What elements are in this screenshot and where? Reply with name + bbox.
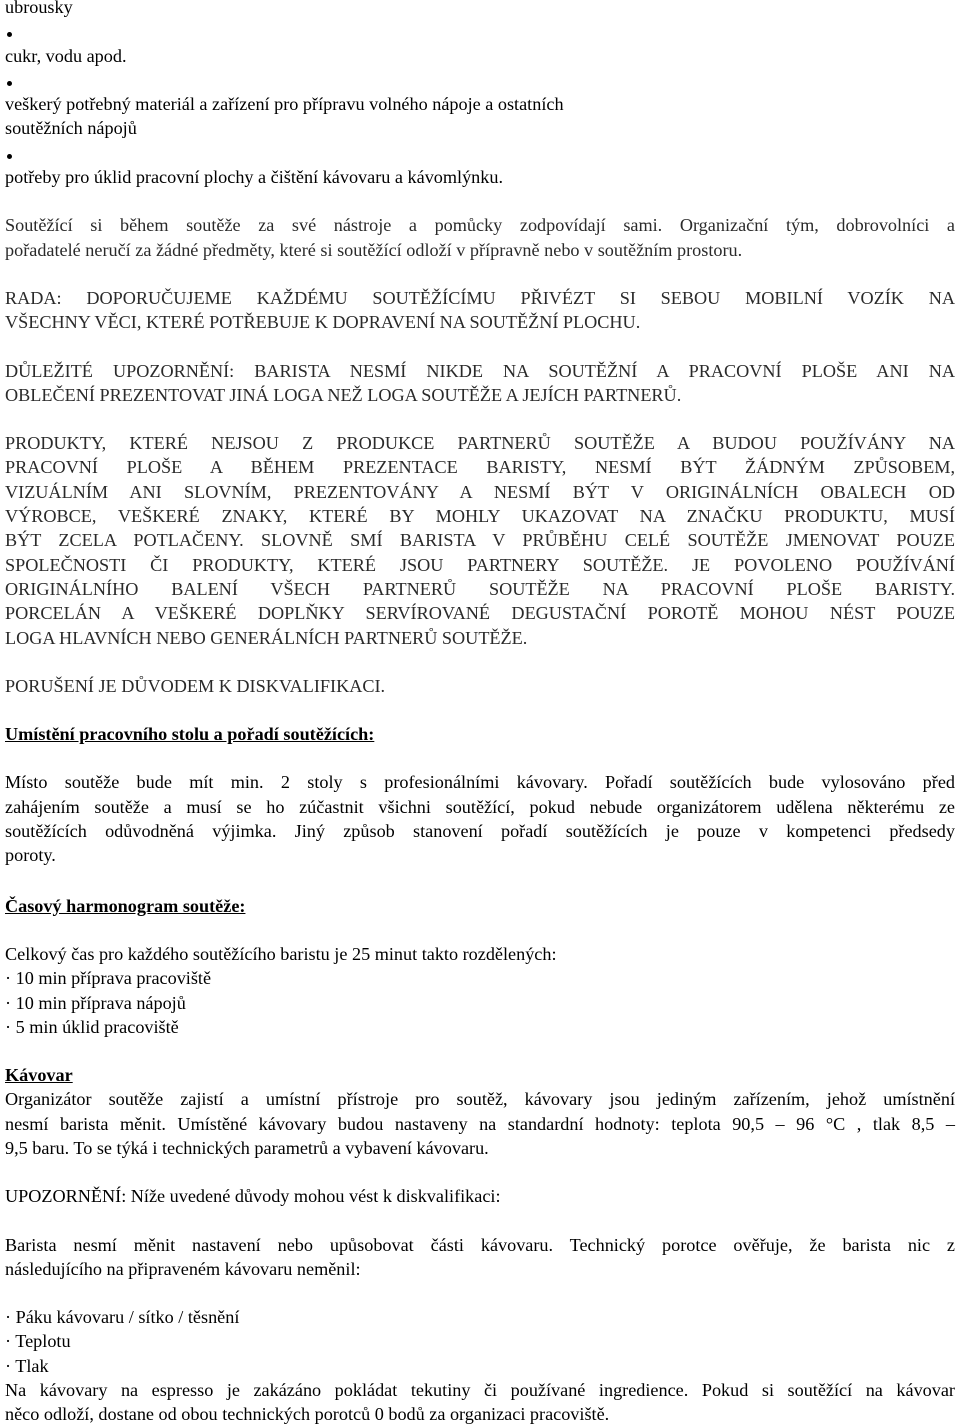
- paragraph-line: DŮLEŽITÉ UPOZORNĚNÍ: BARISTA NESMÍ NIKDE NA SOUTĚŽNÍ A PRACOVNÍ PLOŠE ANI NA: [5, 360, 955, 381]
- list-item: veškerý potřebný materiál a zařízení pro přípravu volného nápoje a ostatních: [5, 94, 564, 115]
- section-heading-machine: Kávovar: [5, 1065, 73, 1086]
- products-paragraph: [5, 431, 955, 650]
- paragraph-line: Na kávovary na espresso je zakázáno pokládat tekutiny či používané ingredience. Pokud si soutěžící na kávovar: [5, 1380, 955, 1401]
- machine-item: · Páku kávovaru / sítko / těsnění: [5, 1307, 240, 1328]
- paragraph-line: pořadatelé neručí za žádné předměty, které si soutěžící odloží v přípravně nebo v soutěžním prostoru.: [5, 239, 743, 260]
- paragraph-line: Organizátor soutěže zajistí a umístní přístroje pro soutěž, kávovary jsou jediným zařízením, jehož umístnění: [5, 1089, 955, 1110]
- machine-rules-paragraph: [5, 1233, 955, 1282]
- section-heading-placement: Umístění pracovního stolu a pořadí soutěžících:: [5, 724, 375, 745]
- responsibility-paragraph: [5, 213, 955, 262]
- bullet-icon: [5, 19, 955, 43]
- placement-paragraph: [5, 770, 955, 867]
- machine-paragraph: [5, 1087, 955, 1160]
- paragraph-line: Soutěžící si během soutěže za své nástroje a pomůcky zodpovídají sami. Organizační tým, dobrovolníci a: [5, 215, 955, 236]
- schedule-intro: Celkový čas pro každého soutěžícího baristu je 25 minut takto rozdělených:: [5, 943, 557, 964]
- paragraph-line: ORIGINÁLNÍHO BALENÍ VŠECH PARTNERŮ SOUTĚŽE NA PRACOVNÍ PLOŠE BARISTY.: [5, 578, 955, 599]
- machine-closing-paragraph: [5, 1378, 955, 1427]
- paragraph-line: VÝROBCE, VEŠKERÉ ZNAKY, KTERÉ BY MOHLY UKAZOVAT NA ZNAČKU PRODUKTU, MUSÍ: [5, 506, 955, 527]
- machine-item: · Teplotu: [5, 1331, 71, 1352]
- list-item: cukr, vodu apod.: [5, 45, 127, 66]
- schedule-item: · 5 min úklid pracoviště: [5, 1016, 179, 1037]
- paragraph-line: Barista nesmí měnit nastavení nebo upůsobovat části kávovaru. Technický porotce ověřuje, že barista nic z: [5, 1234, 955, 1255]
- paragraph-line: zahájením soutěže a musí se ho zúčastnit všichni soutěžící, pokud nebude organizátorem udělena některému ze: [5, 796, 955, 817]
- paragraph-line: Místo soutěže bude mít min. 2 stoly s profesionálními kávovary. Pořadí soutěžících bude vylosováno před: [5, 772, 955, 793]
- paragraph-line: soutěžících odůvodněná výjimka. Jiný způsob stanovení pořadí soutěžících je pouze v kompetenci předsedy: [5, 821, 955, 842]
- list-item-continuation: soutěžních nápojů: [5, 118, 137, 139]
- paragraph-line: následujícího na připraveném kávovaru neměnil:: [5, 1258, 361, 1279]
- paragraph-line: nesmí barista měnit. Umístěné kávovary budou nastaveny na standardní hodnoty: teplota 90,5 – 96 °C , tlak 8,5 –: [5, 1113, 955, 1134]
- paragraph-line: VIZUÁLNÍM ANI SLOVNÍM, PREZENTOVÁNY A NESMÍ BÝT V ORIGINÁLNÍCH OBALECH OD: [5, 481, 955, 502]
- paragraph-line: PRACOVNÍ PLOŠE A BĚHEM PREZENTACE BARISTY, NESMÍ BÝT ŽÁDNÝM ZPŮSOBEM,: [5, 457, 955, 478]
- paragraph-line: SPOLEČNOSTI ČI PRODUKTY, KTERÉ JSOU PARTNERY SOUTĚŽE. JE POVOLENO POUŽÍVÁNÍ: [5, 554, 955, 575]
- section-heading-schedule: Časový harmonogram soutěže:: [5, 895, 246, 916]
- paragraph-line: OBLEČENÍ PREZENTOVAT JINÁ LOGA NEŽ LOGA SOUTĚŽE A JEJÍCH PARTNERŮ.: [5, 384, 682, 405]
- paragraph-line: 9,5 baru. To se týká i technických parametrů a vybavení kávovaru.: [5, 1137, 489, 1158]
- bullet-icon: [5, 141, 955, 165]
- machine-item: · Tlak: [5, 1355, 49, 1376]
- paragraph-line: něco odloží, dostane od obou technických porotců 0 bodů za organizaci pracoviště.: [5, 1404, 610, 1425]
- notice-paragraph: [5, 359, 955, 408]
- paragraph-line: poroty.: [5, 845, 56, 866]
- paragraph-line: VŠECHNY VĚCI, KTERÉ POTŘEBUJE K DOPRAVENÍ NA SOUTĚŽNÍ PLOCHU.: [5, 312, 641, 333]
- paragraph-line: BÝT ZCELA POTLAČENY. SLOVNĚ SMÍ BARISTA V PRŮBĚHU CELÉ SOUTĚŽE JMENOVAT POUZE: [5, 530, 955, 551]
- paragraph-line: LOGA HLAVNÍCH NEBO GENERÁLNÍCH PARTNERŮ SOUTĚŽE.: [5, 627, 528, 648]
- paragraph-line: RADA: DOPORUČUJEME KAŽDÉMU SOUTĚŽÍCÍMU PŘIVÉZT SI SEBOU MOBILNÍ VOZÍK NA: [5, 287, 955, 308]
- schedule-item: · 10 min příprava pracoviště: [5, 968, 212, 989]
- advice-paragraph: [5, 286, 955, 335]
- list-item: ubrousky: [5, 0, 73, 17]
- violation-paragraph: PORUŠENÍ JE DŮVODEM K DISKVALIFIKACI.: [5, 675, 386, 696]
- machine-warning: UPOZORNĚNÍ: Níže uvedené důvody mohou vést k diskvalifikaci:: [5, 1186, 501, 1207]
- document-page: [5, 0, 955, 1427]
- paragraph-line: PORCELÁN A VEŠKERÉ DOPLŇKY SERVÍROVANÉ DEGUSTAČNÍ POROTĚ MOHOU NÉST POUZE: [5, 603, 955, 624]
- list-item: potřeby pro úklid pracovní plochy a čištění kávovaru a kávomlýnku.: [5, 167, 504, 188]
- schedule-item: · 10 min příprava nápojů: [5, 992, 186, 1013]
- bullet-icon: [5, 68, 955, 92]
- paragraph-line: PRODUKTY, KTERÉ NEJSOU Z PRODUKCE PARTNERŮ SOUTĚŽE A BUDOU POUŽÍVÁNY NA: [5, 433, 955, 454]
